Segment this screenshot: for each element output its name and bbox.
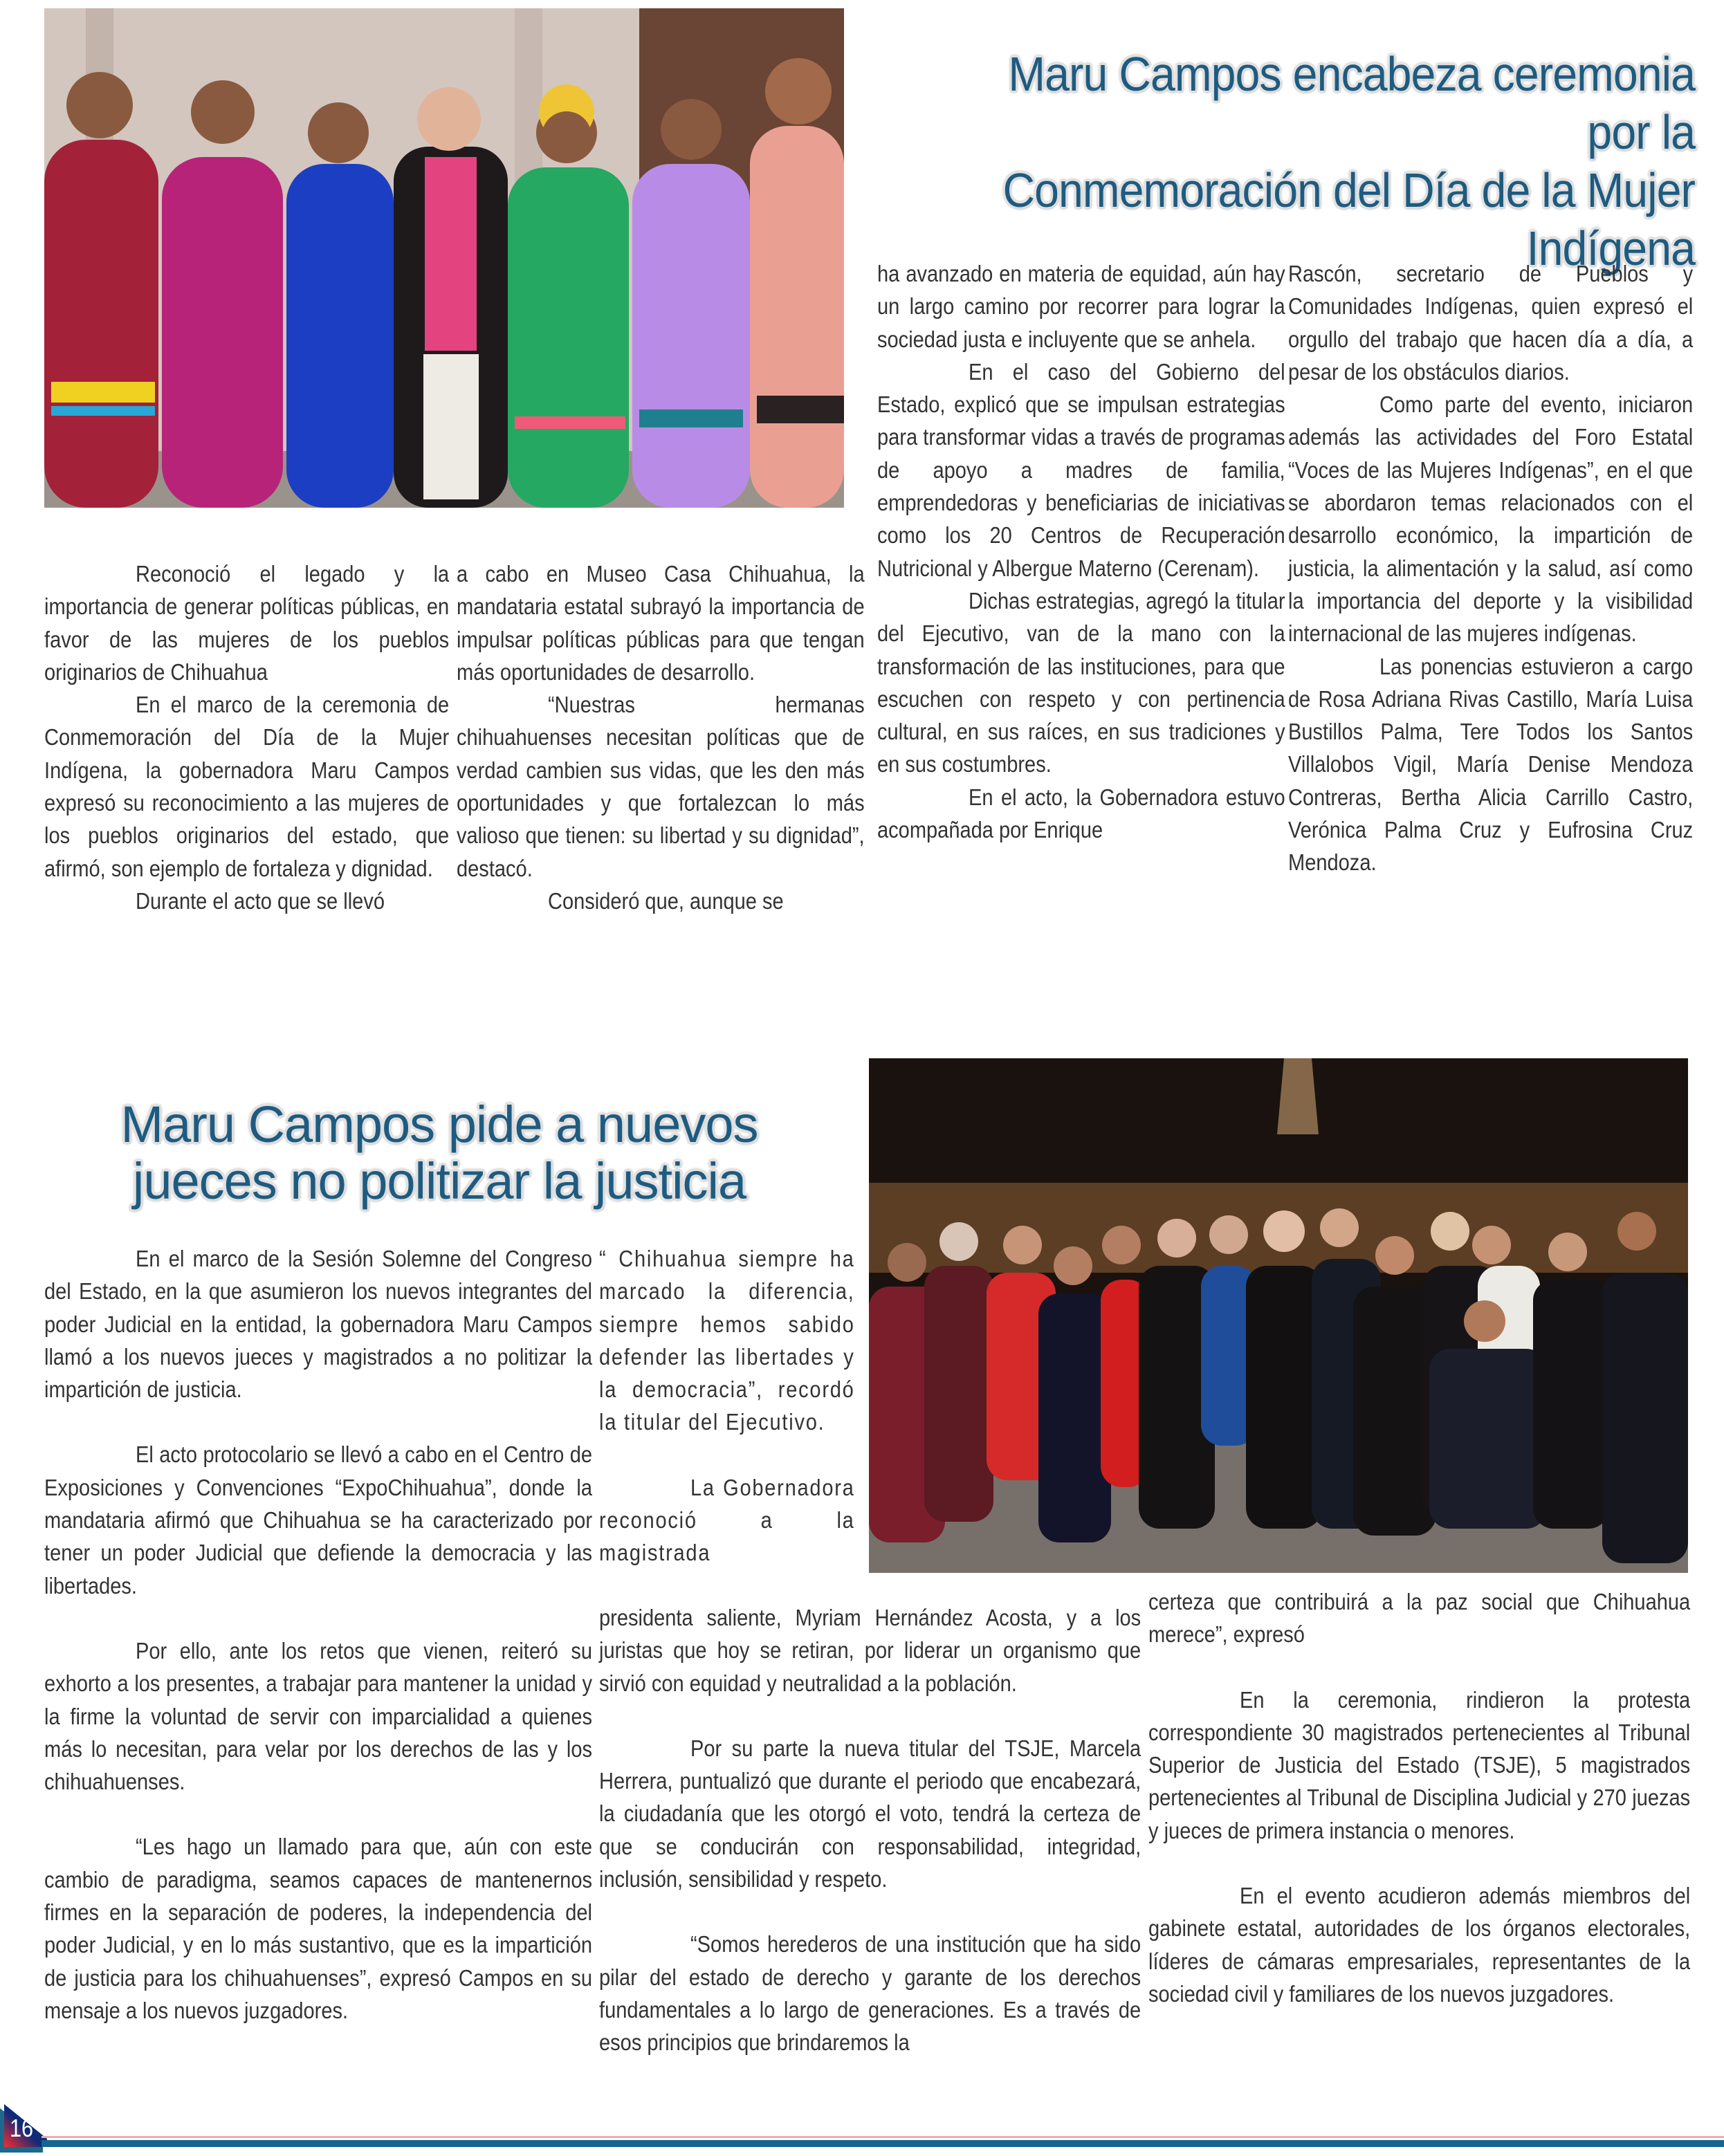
paragraph: El acto protocolario se llevó a cabo en el Centro de Exposiciones y Convenciones “ExpoChihuahua”, donde la mandataria afirmó que Chihuahua se ha caracterizado por tener un poder Judicial que defiende la democracia y las libertades. bbox=[44, 1441, 592, 1598]
paragraph: “Nuestras hermanas chihuahuenses necesitan políticas que de verdad cambien sus vidas, que les den más oportunidades y que fortalezcan lo más valioso que tienen: su libertad y su dignidad”, destacó. bbox=[457, 692, 865, 881]
paragraph: Durante el acto que se llevó bbox=[136, 887, 385, 914]
paragraph: Las ponencias estuvieron a cargo de Rosa Adriana Rivas Castillo, María Luisa Bustillos Palma, Tere Todos los Santos Villalobos Vigil, María Denise Mendoza Contreras, Bertha Alicia Carrillo Castro, Verónica Palma Cruz y Eufrosina Cruz Mendoza. bbox=[1288, 653, 1694, 876]
paragraph: En el acto, la Gobernadora estuvo acompañada por Enrique bbox=[877, 784, 1285, 843]
paragraph: Rascón, secretario de Pueblos y Comunidades Indígenas, quien expresó el orgullo del trabajo que hacen día a día, a pesar de los obstáculos diarios. bbox=[1288, 261, 1694, 385]
article1-photo bbox=[44, 8, 844, 508]
headline-line: Maru Campos pide a nuevos bbox=[120, 1095, 758, 1153]
article2-column-2-wide bbox=[599, 1601, 1141, 2059]
article2-headline bbox=[83, 1096, 796, 1210]
paragraph: ha avanzado en materia de equidad, aún hay un largo camino por recorrer para lograr la sociedad justa e incluyente que se anhela. bbox=[877, 261, 1285, 352]
paragraph: En el caso del Gobierno del Estado, explicó que se impulsan estrategias para transformar vidas a través de programas de apoyo a madres de familia, emprendedoras y beneficiarias de iniciativas como los 20 Centros de Recuperación Nutricional y Albergue Materno (Cerenam). bbox=[877, 358, 1285, 581]
page-number: 16 bbox=[10, 2114, 34, 2142]
paragraph: presidenta saliente, Myriam Hernández Acosta, y a los juristas que hoy se retiran, por liderar un organismo que sirvió con equidad y neutralidad a la población. bbox=[599, 1605, 1141, 1696]
article1-headline bbox=[957, 45, 1695, 277]
article1-column-3 bbox=[877, 257, 1285, 846]
article2-column-2-narrow bbox=[599, 1242, 855, 1569]
indigenous-women-group-photo bbox=[44, 8, 844, 508]
paragraph: La Gobernadora reconoció a la magistrada bbox=[599, 1474, 855, 1566]
paragraph: Consideró que, aunque se bbox=[548, 887, 784, 914]
article2-photo bbox=[869, 1058, 1688, 1573]
paragraph: Dichas estrategias, agregó la titular del Ejecutivo, van de la mano con la transformación de las instituciones, para que escuchen con respeto y con pertinencia cultural, en sus raíces, en sus tradiciones y en sus costumbres. bbox=[877, 587, 1285, 777]
paragraph: “Les hago un llamado para que, aún con este cambio de paradigma, seamos capaces de mantenernos firmes en la separación de poderes, la independencia del poder Judicial, y en lo más sustantivo, que es la impartición de justicia para los chihuahuenses”, expresó Campos en su mensaje a los nuevos juzgadores. bbox=[44, 1834, 592, 2023]
paragraph: En el evento acudieron además miembros del gabinete estatal, autoridades de los órganos electorales, líderes de cámaras empresariales, representantes de la sociedad civil y familiares de los nuevos juzgadores. bbox=[1148, 1883, 1691, 2007]
paragraph: “ Chihuahua siempre ha marcado la diferencia, siempre hemos sabido defender las libertades y la democracia”, recordó la titular del Ejecutivo. bbox=[599, 1246, 855, 1435]
headline-line: Conmemoración del Día de la Mujer bbox=[1002, 163, 1695, 217]
footer-rule-pink bbox=[42, 2136, 1724, 2138]
paragraph: “Somos herederos de una institución que ha sido pilar del estado de derecho y garante de los derechos fundamentales a lo largo de generaciones. Es a través de esos principios que brindaremos la bbox=[599, 1931, 1141, 2056]
article2-column-3 bbox=[1148, 1585, 1690, 2010]
paragraph: a cabo en Museo Casa Chihuahua, la mandataria estatal subrayó la importancia de impulsar políticas públicas para que tengan más oportunidades de desarrollo. bbox=[457, 561, 865, 685]
judges-group-photo bbox=[869, 1058, 1688, 1573]
paragraph: Como parte del evento, iniciaron además las actividades del Foro Estatal “Voces de las Mujeres Indígenas”, en el que se abordaron temas relacionados con el desarrollo económico, la impartición de justicia, la alimentación y la salud, así como la importancia del deporte y la visibilidad internacional de las mujeres indígenas. bbox=[1288, 391, 1694, 647]
paragraph: certeza que contribuirá a la paz social que Chihuahua merece”, expresó bbox=[1148, 1589, 1691, 1648]
headline-line: Indígena bbox=[1526, 221, 1695, 275]
article2-column-1 bbox=[44, 1242, 592, 2027]
paragraph: En el marco de la Sesión Solemne del Congreso del Estado, en la que asumieron los nuevos integrantes del poder Judicial en la entidad, la gobernadora Maru Campos llamó a los nuevos jueces y magistrados a no politizar la impartición de justicia. bbox=[44, 1246, 592, 1403]
paragraph: Por su parte la nueva titular del TSJE, Marcela Herrera, puntualizó que durante el periodo que encabezará, la ciudadanía que les otorgó el voto, tendrá la certeza de que se conducirán con responsabilidad, integridad, inclusión, sensibilidad y respeto. bbox=[599, 1735, 1141, 1892]
article1-column-4 bbox=[1288, 257, 1693, 879]
paragraph: Reconoció el legado y la importancia de generar políticas públicas, en favor de las mujeres de los pueblos originarios de Chihuahua bbox=[44, 561, 450, 685]
article1-column-2 bbox=[457, 558, 865, 917]
footer-rule-blue bbox=[42, 2140, 1724, 2147]
paragraph: En el marco de la ceremonia de Conmemoración del Día de la Mujer Indígena, la gobernadora Maru Campos expresó su reconocimiento a las mujeres de los pueblos originarios del estado, que afirmó, son ejemplo de fortaleza y dignidad. bbox=[44, 692, 450, 881]
headline-line: Maru Campos encabeza ceremonia por la bbox=[1008, 46, 1695, 159]
headline-line: jueces no politizar la justicia bbox=[132, 1152, 746, 1210]
paragraph: En la ceremonia, rindieron la protesta correspondiente 30 magistrados pertenecientes al Tribunal Superior de Justicia del Estado (TSJE), 5 magistrados pertenecientes al Tribunal de Disciplina Judicial y 270 juezas y jueces de primera instancia o menores. bbox=[1148, 1686, 1691, 1843]
paragraph: Por ello, ante los retos que vienen, reiteró su exhorto a los presentes, a trabajar para mantener la unidad y la firme la voluntad de servir con imparcialidad a quienes más lo necesitan, para velar por los derechos de las y los chihuahuenses. bbox=[44, 1637, 592, 1795]
article1-column-1 bbox=[44, 558, 449, 917]
